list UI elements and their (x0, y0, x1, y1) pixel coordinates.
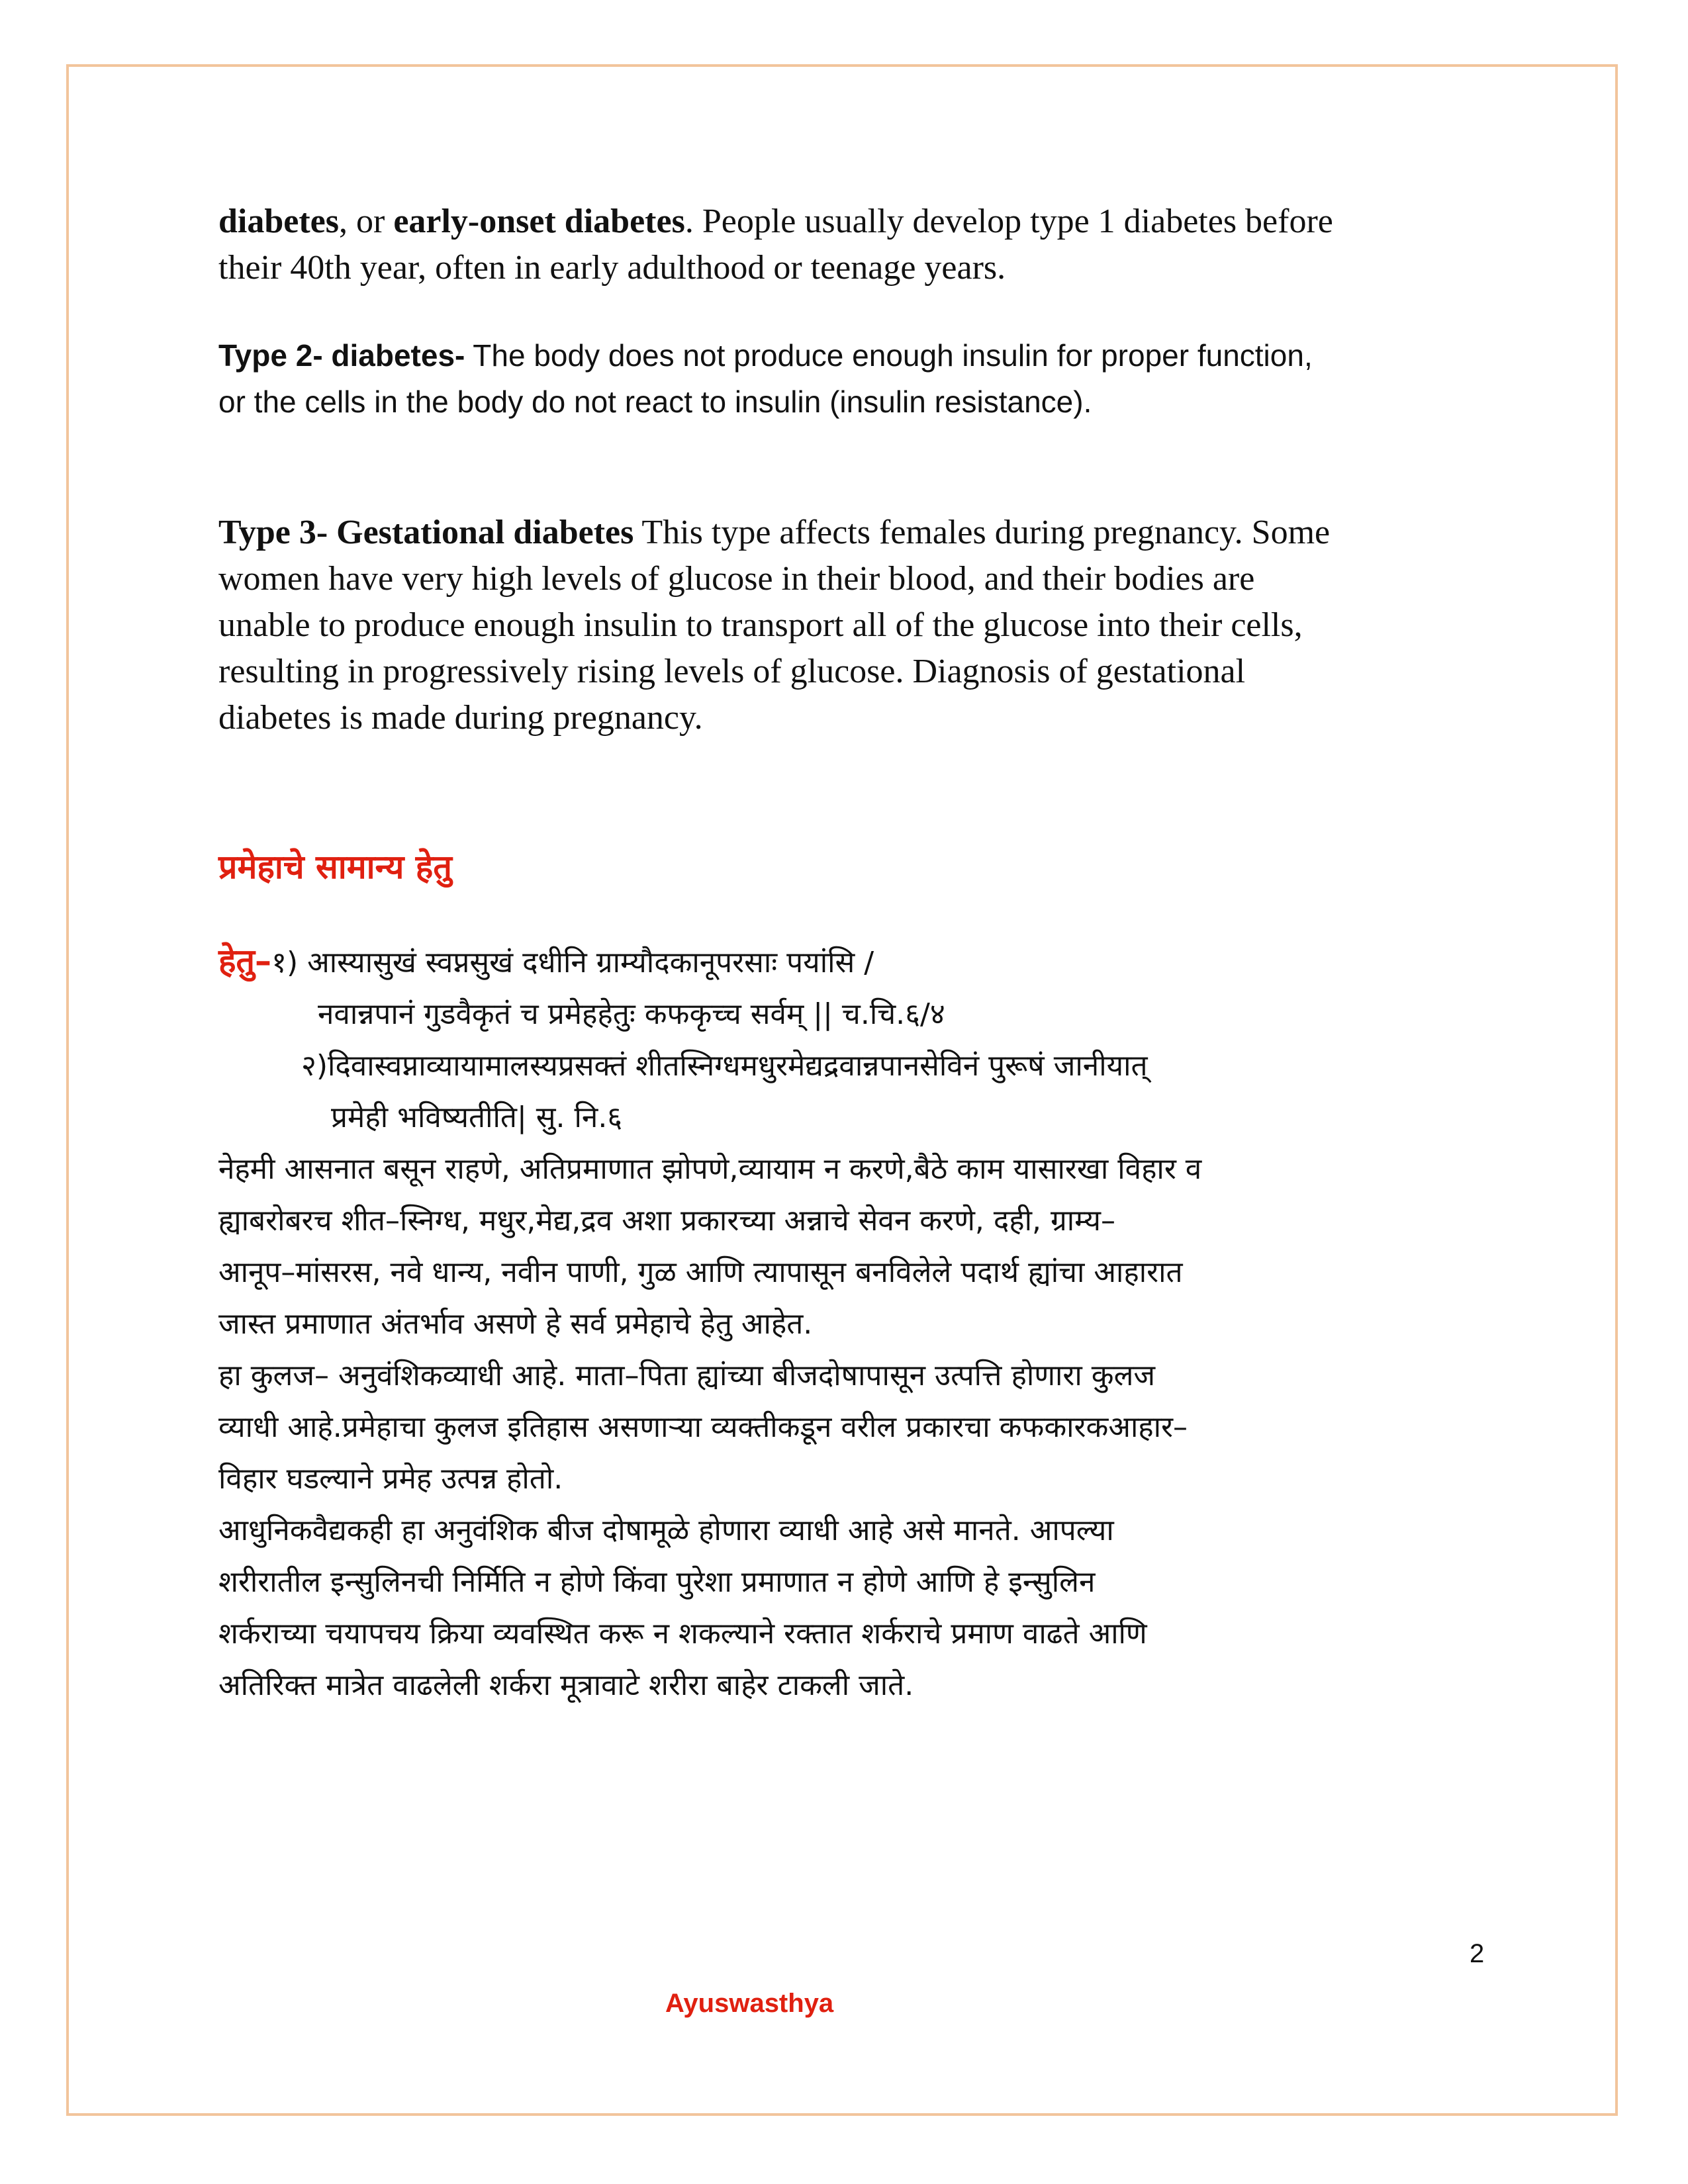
document-body (218, 199, 1496, 1711)
body-line: विहार घडल्याने प्रमेह उत्पन्न होतो. (218, 1462, 563, 1496)
term-diabetes: diabetes (218, 203, 339, 240)
term-early-onset-diabetes: early-onset diabetes (393, 203, 685, 240)
body-line: नेहमी आसनात बसून राहणे, अतिप्रमाणात झोपणे,व्यायाम न करणे,बैठे काम यासारखा विहार व (218, 1152, 1202, 1186)
hetu-verses (218, 935, 1496, 1144)
body-line: ह्याबरोबरच शीत–स्निग्ध, मधुर,मेद्य,द्रव अशा प्रकारच्या अन्नाचे सेवन करणे, दही, ग्राम्य– (218, 1204, 1115, 1238)
text-run: The body does not produce enough insulin for proper function, (465, 338, 1313, 373)
paragraph-line (218, 510, 1496, 556)
verse-line: २)दिवास्वप्नाव्यायामालस्यप्रसक्तं शीतस्निग्धमधुरमेद्यद्रवान्नपानसेविनं पुरूषं जानीयात् (301, 1049, 1148, 1083)
footer-brand: Ayuswasthya (665, 1989, 834, 2018)
paragraph-line: women have very high levels of glucose in their blood, and their bodies are (218, 560, 1255, 598)
paragraph-type2 (218, 332, 1496, 425)
verse-line (218, 935, 1496, 989)
hetu-label: हेतु– (218, 942, 272, 980)
body-paragraph-marathi (218, 1144, 1496, 1711)
type3-label: Type 3- Gestational diabetes (218, 514, 634, 551)
text-run: १) आस्यासुखं स्वप्नसुखं दधीनि ग्राम्यौदकानूपरसाः पयांसि / (271, 946, 874, 979)
type2-label: Type 2- diabetes- (218, 338, 465, 373)
body-line: हा कुलज– अनुवंशिकव्याधी आहे. माता–पिता ह्यांच्या बीजदोषापासून उत्पत्ति होणारा कुलज (218, 1359, 1156, 1392)
text-run: This type affects females during pregnancy. Some (633, 514, 1331, 551)
verse-line: प्रमेही भविष्यतीति| सु. नि.६ (331, 1101, 623, 1134)
paragraph-line (218, 332, 1496, 379)
body-line: शरीरातील इन्सुलिनची निर्मिति न होणे किंवा पुरेशा प्रमाणात न होणे आणि हे इन्सुलिन (218, 1565, 1096, 1599)
verse-line: नवान्नपानं गुडवैकृतं च प्रमेहहेतुः कफकृच्च सर्वम् || च.चि.६/४ (318, 997, 945, 1031)
body-line: अतिरिक्त मात्रेत वाढलेली शर्करा मूत्रावाटे शरीरा बाहेर टाकली जाते. (218, 1668, 914, 1702)
paragraph-line: diabetes is made during pregnancy. (218, 699, 703, 737)
body-line: आधुनिकवैद्यकही हा अनुवंशिक बीज दोषामूळे होणारा व्याधी आहे असे मानते. आपल्या (218, 1514, 1114, 1547)
text-run: . People usually develop type 1 diabetes before (684, 203, 1333, 240)
page-number: 2 (1470, 1939, 1485, 1968)
body-line: शर्कराच्या चयापचय क्रिया व्यवस्थित करू न शकल्याने रक्तात शर्कराचे प्रमाण वाढते आणि (218, 1617, 1147, 1651)
body-line: आनूप–मांसरस, नवे धान्य, नवीन पाणी, गुळ आणि त्यापासून बनविलेले पदार्थ ह्यांचा आहारात (218, 1255, 1183, 1289)
paragraph-line: unable to produce enough insulin to transport all of the glucose into their cells, (218, 606, 1303, 644)
body-line: जास्त प्रमाणात अंतर्भाव असणे हे सर्व प्रमेहाचे हेतु आहेत. (218, 1307, 813, 1341)
body-line: व्याधी आहे.प्रमेहाचा कुलज इतिहास असणाऱ्या व्यक्तीकडून वरील प्रकारचा कफकारकआहार– (218, 1410, 1188, 1444)
paragraph-line: or the cells in the body do not react to insulin (insulin resistance). (218, 385, 1092, 419)
section-heading: प्रमेहाचे सामान्य हेतु (218, 848, 452, 886)
paragraph-type3 (218, 510, 1496, 741)
paragraph-line (218, 199, 1496, 245)
paragraph-line: resulting in progressively rising levels of glucose. Diagnosis of gestational (218, 653, 1246, 690)
paragraph-type1-continuation (218, 199, 1496, 291)
text-run: , or (339, 203, 394, 240)
paragraph-line: their 40th year, often in early adulthood or teenage years. (218, 249, 1006, 287)
